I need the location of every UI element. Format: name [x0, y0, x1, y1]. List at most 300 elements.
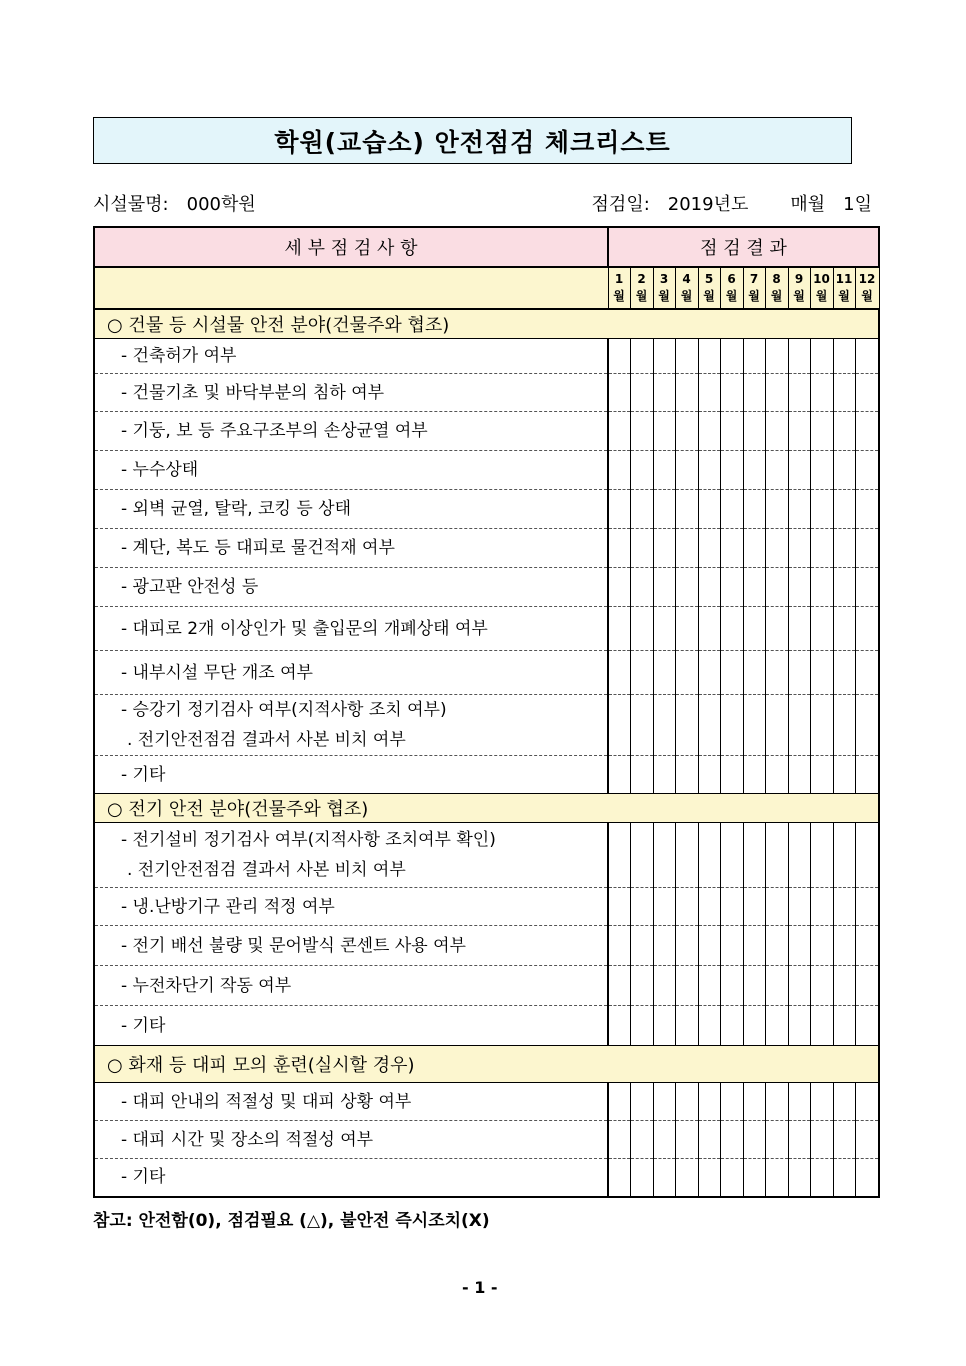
result-cell-month-6[interactable]	[720, 451, 743, 490]
month-number: 4	[682, 272, 691, 286]
result-cell-month-12[interactable]	[855, 412, 879, 451]
result-cell-month-10[interactable]	[810, 966, 833, 1006]
result-cell-month-11[interactable]	[833, 568, 855, 607]
result-cell-month-2[interactable]	[630, 966, 653, 1006]
result-cell-month-10[interactable]	[810, 756, 833, 794]
result-cell-month-10[interactable]	[810, 374, 833, 412]
result-cell-month-3[interactable]	[653, 695, 675, 756]
month-header-8	[765, 267, 788, 309]
result-cell-month-7[interactable]	[743, 412, 765, 451]
result-cell-month-5[interactable]	[698, 1121, 720, 1159]
result-cell-month-6[interactable]	[720, 1159, 743, 1197]
result-cell-month-9[interactable]	[788, 888, 810, 926]
result-cell-month-8[interactable]	[765, 490, 788, 529]
result-cell-month-5[interactable]	[698, 966, 720, 1006]
checklist-row	[94, 695, 879, 756]
result-cell-month-5[interactable]	[698, 1006, 720, 1046]
result-cell-month-11[interactable]	[833, 1006, 855, 1046]
result-cell-month-3[interactable]	[653, 490, 675, 529]
result-cell-month-9[interactable]	[788, 451, 810, 490]
section-title: ○ 건물 등 시설물 안전 분야(건물주와 협조)	[94, 309, 879, 339]
result-cell-month-8[interactable]	[765, 374, 788, 412]
legend-note: 참고: 안전함(0), 점검필요 (△), 불안전 즉시조치(X)	[93, 1211, 490, 1231]
result-cell-month-10[interactable]	[810, 568, 833, 607]
checklist-table	[93, 226, 880, 1198]
result-cell-month-10[interactable]	[810, 451, 833, 490]
checklist-row	[94, 888, 879, 926]
result-cell-month-8[interactable]	[765, 966, 788, 1006]
check-item-text: - 냉.난방기구 관리 적정 여부	[121, 896, 335, 917]
facility-value: 000학원	[186, 194, 256, 215]
result-cell-month-12[interactable]	[855, 1159, 879, 1197]
result-cell-month-5[interactable]	[698, 451, 720, 490]
result-cell-month-6[interactable]	[720, 695, 743, 756]
month-number: 8	[772, 272, 781, 286]
result-cell-month-1[interactable]	[608, 756, 630, 794]
result-cell-month-7[interactable]	[743, 339, 765, 374]
check-item	[94, 568, 608, 607]
check-item-text: - 외벽 균열, 탈락, 코킹 등 상태	[121, 499, 352, 519]
result-cell-month-9[interactable]	[788, 1159, 810, 1197]
result-cell-month-7[interactable]	[743, 651, 765, 695]
result-cell-month-2[interactable]	[630, 607, 653, 651]
result-cell-month-10[interactable]	[810, 695, 833, 756]
result-cell-month-12[interactable]	[855, 339, 879, 374]
result-cell-month-4[interactable]	[675, 1121, 698, 1159]
result-cell-month-11[interactable]	[833, 695, 855, 756]
result-cell-month-7[interactable]	[743, 1083, 765, 1121]
result-cell-month-3[interactable]	[653, 412, 675, 451]
result-cell-month-10[interactable]	[810, 529, 833, 568]
result-cell-month-9[interactable]	[788, 490, 810, 529]
check-item	[94, 823, 608, 888]
result-cell-month-7[interactable]	[743, 568, 765, 607]
result-cell-month-10[interactable]	[810, 926, 833, 966]
result-cell-month-8[interactable]	[765, 756, 788, 794]
month-number: 3	[659, 272, 669, 286]
check-item	[94, 756, 608, 794]
date-day: 1일	[843, 194, 872, 215]
check-item	[94, 926, 608, 966]
result-cell-month-8[interactable]	[765, 339, 788, 374]
section-title: ○ 화재 등 대피 모의 훈련(실시할 경우)	[94, 1046, 879, 1083]
result-cell-month-7[interactable]	[743, 823, 765, 888]
month-header-1	[608, 267, 630, 309]
result-cell-month-5[interactable]	[698, 651, 720, 695]
result-cell-month-10[interactable]	[810, 823, 833, 888]
month-unit: 월	[861, 289, 873, 303]
result-cell-month-3[interactable]	[653, 607, 675, 651]
result-cell-month-2[interactable]	[630, 374, 653, 412]
result-cell-month-7[interactable]	[743, 374, 765, 412]
month-header-4	[675, 267, 698, 309]
result-cell-month-4[interactable]	[675, 490, 698, 529]
result-cell-month-12[interactable]	[855, 926, 879, 966]
result-cell-month-11[interactable]	[833, 490, 855, 529]
result-cell-month-4[interactable]	[675, 756, 698, 794]
result-cell-month-4[interactable]	[675, 1083, 698, 1121]
result-cell-month-3[interactable]	[653, 568, 675, 607]
result-cell-month-4[interactable]	[675, 451, 698, 490]
result-cell-month-2[interactable]	[630, 412, 653, 451]
result-cell-month-7[interactable]	[743, 926, 765, 966]
month-unit: 월	[815, 289, 828, 303]
result-cell-month-6[interactable]	[720, 374, 743, 412]
result-cell-month-7[interactable]	[743, 490, 765, 529]
result-cell-month-5[interactable]	[698, 529, 720, 568]
month-unit: 월	[613, 289, 625, 303]
result-cell-month-3[interactable]	[653, 1159, 675, 1197]
section-title: ○ 전기 안전 분야(건물주와 협조)	[94, 794, 879, 823]
result-cell-month-2[interactable]	[630, 568, 653, 607]
result-cell-month-5[interactable]	[698, 568, 720, 607]
result-cell-month-3[interactable]	[653, 823, 675, 888]
check-item	[94, 607, 608, 651]
result-cell-month-9[interactable]	[788, 1083, 810, 1121]
result-cell-month-6[interactable]	[720, 607, 743, 651]
result-cell-month-9[interactable]	[788, 412, 810, 451]
result-cell-month-1[interactable]	[608, 888, 630, 926]
result-cell-month-4[interactable]	[675, 412, 698, 451]
result-cell-month-2[interactable]	[630, 695, 653, 756]
result-cell-month-6[interactable]	[720, 568, 743, 607]
result-cell-month-8[interactable]	[765, 412, 788, 451]
check-item-text: - 기둥, 보 등 주요구조부의 손상균열 여부	[121, 421, 428, 441]
result-cell-month-3[interactable]	[653, 1006, 675, 1046]
check-item-text: - 내부시설 무단 개조 여부	[121, 662, 313, 683]
result-cell-month-12[interactable]	[855, 374, 879, 412]
result-cell-month-5[interactable]	[698, 695, 720, 756]
result-cell-month-9[interactable]	[788, 966, 810, 1006]
result-cell-month-4[interactable]	[675, 607, 698, 651]
result-cell-month-10[interactable]	[810, 1083, 833, 1121]
result-cell-month-11[interactable]	[833, 1121, 855, 1159]
result-cell-month-6[interactable]	[720, 412, 743, 451]
result-cell-month-7[interactable]	[743, 1121, 765, 1159]
checklist-row	[94, 1121, 879, 1159]
result-cell-month-10[interactable]	[810, 339, 833, 374]
result-cell-month-5[interactable]	[698, 1083, 720, 1121]
result-cell-month-3[interactable]	[653, 756, 675, 794]
section-header	[94, 1046, 879, 1083]
check-item	[94, 451, 608, 490]
result-cell-month-12[interactable]	[855, 695, 879, 756]
result-cell-month-12[interactable]	[855, 451, 879, 490]
result-cell-month-9[interactable]	[788, 651, 810, 695]
result-cell-month-8[interactable]	[765, 568, 788, 607]
result-cell-month-6[interactable]	[720, 651, 743, 695]
check-item	[94, 490, 608, 529]
result-cell-month-11[interactable]	[833, 1083, 855, 1121]
result-cell-month-12[interactable]	[855, 823, 879, 888]
result-cell-month-3[interactable]	[653, 529, 675, 568]
facility-name	[93, 190, 256, 216]
result-cell-month-12[interactable]	[855, 888, 879, 926]
month-header-2	[630, 267, 653, 309]
checklist-row	[94, 1006, 879, 1046]
result-cell-month-1[interactable]	[608, 695, 630, 756]
result-cell-month-6[interactable]	[720, 926, 743, 966]
result-cell-month-7[interactable]	[743, 695, 765, 756]
result-cell-month-2[interactable]	[630, 1083, 653, 1121]
result-cell-month-4[interactable]	[675, 651, 698, 695]
result-cell-month-3[interactable]	[653, 926, 675, 966]
check-item	[94, 339, 608, 374]
result-cell-month-1[interactable]	[608, 1083, 630, 1121]
result-cell-month-5[interactable]	[698, 756, 720, 794]
result-cell-month-8[interactable]	[765, 451, 788, 490]
result-cell-month-8[interactable]	[765, 1006, 788, 1046]
result-cell-month-9[interactable]	[788, 1006, 810, 1046]
result-cell-month-2[interactable]	[630, 651, 653, 695]
check-item	[94, 1006, 608, 1046]
result-cell-month-11[interactable]	[833, 756, 855, 794]
result-cell-month-12[interactable]	[855, 607, 879, 651]
result-cell-month-1[interactable]	[608, 568, 630, 607]
result-cell-month-10[interactable]	[810, 490, 833, 529]
check-item	[94, 651, 608, 695]
check-item	[94, 529, 608, 568]
checklist-row	[94, 651, 879, 695]
result-cell-month-7[interactable]	[743, 1006, 765, 1046]
result-cell-month-1[interactable]	[608, 374, 630, 412]
result-cell-month-6[interactable]	[720, 823, 743, 888]
result-cell-month-7[interactable]	[743, 756, 765, 794]
result-cell-month-10[interactable]	[810, 1121, 833, 1159]
month-unit: 월	[635, 289, 648, 303]
result-cell-month-1[interactable]	[608, 1159, 630, 1197]
result-cell-month-8[interactable]	[765, 926, 788, 966]
month-number: 7	[749, 272, 759, 286]
result-cell-month-1[interactable]	[608, 412, 630, 451]
result-cell-month-4[interactable]	[675, 339, 698, 374]
result-cell-month-6[interactable]	[720, 1006, 743, 1046]
result-cell-month-6[interactable]	[720, 490, 743, 529]
result-cell-month-2[interactable]	[630, 490, 653, 529]
result-cell-month-11[interactable]	[833, 451, 855, 490]
result-cell-month-12[interactable]	[855, 651, 879, 695]
result-cell-month-7[interactable]	[743, 451, 765, 490]
month-number: 10	[813, 272, 830, 286]
result-cell-month-6[interactable]	[720, 529, 743, 568]
date-frequency: 매월	[790, 194, 826, 215]
checklist-row	[94, 926, 879, 966]
result-cell-month-5[interactable]	[698, 823, 720, 888]
result-cell-month-12[interactable]	[855, 1083, 879, 1121]
result-cell-month-5[interactable]	[698, 339, 720, 374]
result-cell-month-6[interactable]	[720, 756, 743, 794]
result-cell-month-5[interactable]	[698, 1159, 720, 1197]
result-cell-month-10[interactable]	[810, 1006, 833, 1046]
check-item-text: - 대피로 2개 이상인가 및 출입문의 개폐상태 여부	[121, 618, 488, 639]
result-cell-month-4[interactable]	[675, 695, 698, 756]
result-cell-month-1[interactable]	[608, 1121, 630, 1159]
check-item-text: - 기타	[121, 1015, 166, 1036]
result-cell-month-6[interactable]	[720, 339, 743, 374]
result-cell-month-8[interactable]	[765, 1121, 788, 1159]
result-cell-month-6[interactable]	[720, 966, 743, 1006]
result-cell-month-3[interactable]	[653, 451, 675, 490]
result-cell-month-11[interactable]	[833, 374, 855, 412]
result-cell-month-4[interactable]	[675, 966, 698, 1006]
result-cell-month-8[interactable]	[765, 1159, 788, 1197]
result-cell-month-12[interactable]	[855, 756, 879, 794]
result-cell-month-4[interactable]	[675, 568, 698, 607]
result-cell-month-10[interactable]	[810, 888, 833, 926]
result-cell-month-9[interactable]	[788, 823, 810, 888]
result-cell-month-3[interactable]	[653, 339, 675, 374]
result-cell-month-12[interactable]	[855, 529, 879, 568]
result-cell-month-11[interactable]	[833, 1159, 855, 1197]
result-cell-month-8[interactable]	[765, 888, 788, 926]
check-item-text: - 계단, 복도 등 대피로 물건적재 여부	[121, 538, 395, 558]
result-cell-month-11[interactable]	[833, 529, 855, 568]
result-cell-month-11[interactable]	[833, 412, 855, 451]
result-cell-month-3[interactable]	[653, 1083, 675, 1121]
result-cell-month-3[interactable]	[653, 1121, 675, 1159]
result-cell-month-1[interactable]	[608, 823, 630, 888]
result-cell-month-1[interactable]	[608, 451, 630, 490]
result-cell-month-2[interactable]	[630, 529, 653, 568]
result-cell-month-12[interactable]	[855, 1006, 879, 1046]
result-cell-month-2[interactable]	[630, 451, 653, 490]
inspection-date	[592, 190, 872, 216]
month-unit: 월	[838, 289, 850, 303]
result-cell-month-8[interactable]	[765, 695, 788, 756]
result-cell-month-1[interactable]	[608, 607, 630, 651]
result-cell-month-7[interactable]	[743, 607, 765, 651]
result-cell-month-9[interactable]	[788, 1121, 810, 1159]
result-cell-month-2[interactable]	[630, 1006, 653, 1046]
check-item	[94, 374, 608, 412]
header-inspection-results: 점 검 결 과	[608, 227, 879, 267]
month-unit: 월	[658, 289, 670, 303]
month-header-10	[810, 267, 833, 309]
result-cell-month-2[interactable]	[630, 756, 653, 794]
result-cell-month-9[interactable]	[788, 339, 810, 374]
result-cell-month-1[interactable]	[608, 926, 630, 966]
result-cell-month-4[interactable]	[675, 823, 698, 888]
result-cell-month-11[interactable]	[833, 926, 855, 966]
result-cell-month-9[interactable]	[788, 695, 810, 756]
result-cell-month-9[interactable]	[788, 607, 810, 651]
result-cell-month-11[interactable]	[833, 607, 855, 651]
check-item	[94, 966, 608, 1006]
result-cell-month-9[interactable]	[788, 374, 810, 412]
result-cell-month-1[interactable]	[608, 529, 630, 568]
result-cell-month-3[interactable]	[653, 966, 675, 1006]
result-cell-month-2[interactable]	[630, 926, 653, 966]
result-cell-month-12[interactable]	[855, 966, 879, 1006]
result-cell-month-10[interactable]	[810, 412, 833, 451]
result-cell-month-2[interactable]	[630, 823, 653, 888]
result-cell-month-5[interactable]	[698, 888, 720, 926]
result-cell-month-8[interactable]	[765, 823, 788, 888]
result-cell-month-5[interactable]	[698, 926, 720, 966]
result-cell-month-11[interactable]	[833, 339, 855, 374]
result-cell-month-3[interactable]	[653, 374, 675, 412]
result-cell-month-3[interactable]	[653, 651, 675, 695]
result-cell-month-9[interactable]	[788, 926, 810, 966]
result-cell-month-1[interactable]	[608, 339, 630, 374]
result-cell-month-12[interactable]	[855, 490, 879, 529]
result-cell-month-3[interactable]	[653, 888, 675, 926]
result-cell-month-5[interactable]	[698, 374, 720, 412]
month-number: 5	[704, 272, 714, 286]
result-cell-month-2[interactable]	[630, 1121, 653, 1159]
result-cell-month-7[interactable]	[743, 888, 765, 926]
section-header	[94, 309, 879, 339]
result-cell-month-1[interactable]	[608, 1006, 630, 1046]
check-item-text: - 건물기초 및 바닥부분의 침하 여부	[121, 382, 385, 403]
check-item-text: - 기타	[121, 1167, 166, 1188]
result-cell-month-12[interactable]	[855, 568, 879, 607]
result-cell-month-7[interactable]	[743, 529, 765, 568]
result-cell-month-12[interactable]	[855, 1121, 879, 1159]
result-cell-month-4[interactable]	[675, 374, 698, 412]
result-cell-month-8[interactable]	[765, 651, 788, 695]
result-cell-month-4[interactable]	[675, 888, 698, 926]
result-cell-month-11[interactable]	[833, 888, 855, 926]
result-cell-month-8[interactable]	[765, 607, 788, 651]
result-cell-month-4[interactable]	[675, 1159, 698, 1197]
result-cell-month-1[interactable]	[608, 490, 630, 529]
month-header-11	[833, 267, 855, 309]
result-cell-month-4[interactable]	[675, 1006, 698, 1046]
result-cell-month-5[interactable]	[698, 607, 720, 651]
check-item-text: - 건축허가 여부	[121, 346, 237, 366]
result-cell-month-2[interactable]	[630, 888, 653, 926]
result-cell-month-8[interactable]	[765, 1083, 788, 1121]
checklist-row	[94, 568, 879, 607]
result-cell-month-9[interactable]	[788, 529, 810, 568]
month-unit: 월	[793, 289, 805, 303]
result-cell-month-4[interactable]	[675, 529, 698, 568]
result-cell-month-1[interactable]	[608, 651, 630, 695]
result-cell-month-7[interactable]	[743, 966, 765, 1006]
month-header-12	[855, 267, 879, 309]
result-cell-month-7[interactable]	[743, 1159, 765, 1197]
checklist-row	[94, 607, 879, 651]
result-cell-month-9[interactable]	[788, 756, 810, 794]
result-cell-month-2[interactable]	[630, 1159, 653, 1197]
result-cell-month-11[interactable]	[833, 823, 855, 888]
result-cell-month-9[interactable]	[788, 568, 810, 607]
result-cell-month-10[interactable]	[810, 1159, 833, 1197]
result-cell-month-10[interactable]	[810, 607, 833, 651]
result-cell-month-1[interactable]	[608, 966, 630, 1006]
month-unit: 월	[680, 289, 693, 303]
result-cell-month-4[interactable]	[675, 926, 698, 966]
result-cell-month-2[interactable]	[630, 339, 653, 374]
result-cell-month-11[interactable]	[833, 966, 855, 1006]
checklist-row	[94, 966, 879, 1006]
result-cell-month-11[interactable]	[833, 651, 855, 695]
checklist-row	[94, 374, 879, 412]
month-header-9	[788, 267, 810, 309]
checklist-row	[94, 412, 879, 451]
result-cell-month-5[interactable]	[698, 412, 720, 451]
result-cell-month-6[interactable]	[720, 888, 743, 926]
result-cell-month-8[interactable]	[765, 529, 788, 568]
check-item	[94, 1083, 608, 1121]
result-cell-month-5[interactable]	[698, 490, 720, 529]
result-cell-month-10[interactable]	[810, 651, 833, 695]
result-cell-month-6[interactable]	[720, 1121, 743, 1159]
result-cell-month-6[interactable]	[720, 1083, 743, 1121]
month-unit: 월	[748, 289, 760, 303]
month-number: 9	[794, 272, 804, 286]
